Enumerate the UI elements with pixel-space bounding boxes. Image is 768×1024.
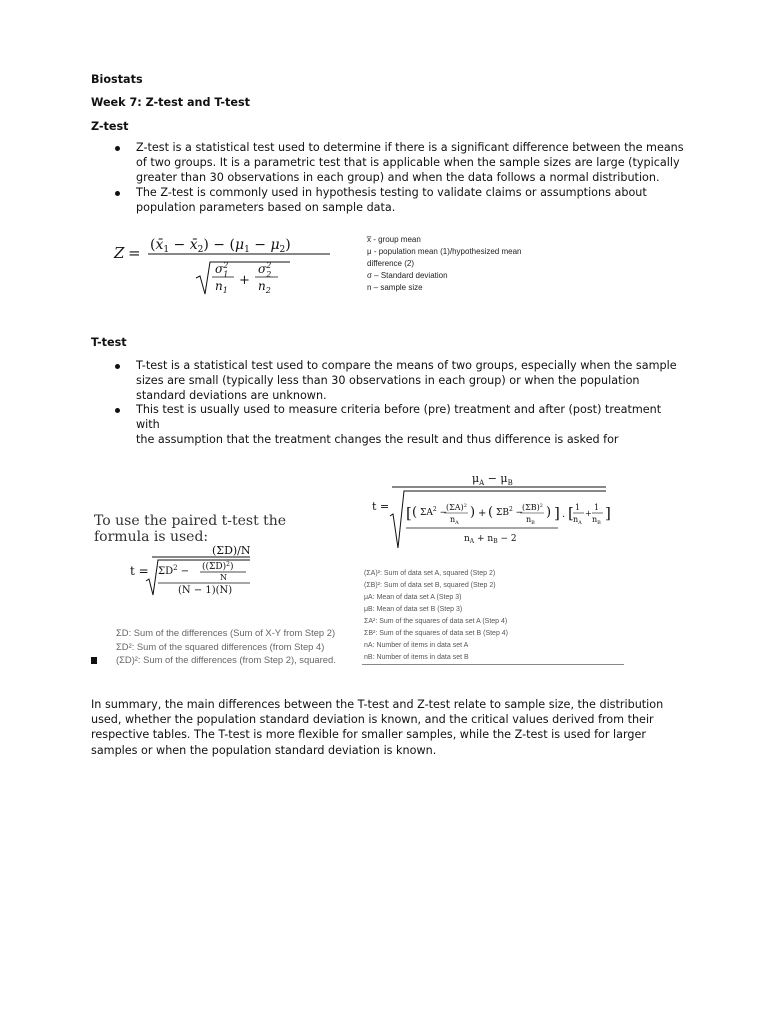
ztest-bullet-2	[136, 185, 647, 215]
legend-line: (ΣD)²: Sum of the differences (from Step 2), squared.	[116, 654, 336, 665]
svg-text:n2: $n_2$	[258, 279, 271, 295]
paired-heading-line: formula is used:	[94, 529, 209, 545]
unpaired-formula-equation	[362, 470, 624, 565]
svg-text:[: [	[568, 504, 574, 522]
svg-text:(ΣB)2: $(\Sigma B)^2$	[522, 503, 543, 512]
svg-text:((ΣD)2): $((\Sigma D)^2)$	[202, 561, 234, 572]
bullet-dot	[115, 146, 120, 151]
square-bullet-icon	[91, 657, 97, 664]
svg-text:+: +	[585, 509, 592, 518]
svg-text:nA: $n_A$	[450, 515, 459, 526]
svg-text:(ΣD)/N: (ΣD)/N	[212, 544, 251, 557]
legend-line: nB: Number of items in data set B	[364, 654, 469, 661]
svg-text:nA + nB − 2: $n_A + n_B - 2$	[464, 534, 517, 545]
legend-line: μ - population mean (1)/hypothesized mean	[367, 247, 522, 256]
svg-text:(N − 1)(N): (N − 1)(N)	[178, 585, 233, 596]
svg-text:ΣD2 −: $\Sigma D^2$ −	[158, 564, 190, 577]
svg-text:nB: $n_B$	[526, 515, 535, 526]
svg-text:(: (	[412, 505, 418, 520]
svg-text:[: [	[406, 504, 412, 522]
svg-text:nA: $n_A$	[573, 515, 582, 526]
ztest-bullet-1	[136, 140, 684, 186]
text-line: the assumption that the treatment changes the result and thus difference is asked for	[136, 433, 619, 447]
text-line: samples or when the population standard deviation is known.	[91, 743, 437, 757]
legend-line: (ΣA)²: Sum of data set A, squared (Step 2)	[364, 570, 496, 577]
legend-line: x̅ - group mean	[367, 235, 421, 244]
text-line: used, whether the population standard deviation is known, and the critical values derived from their	[91, 713, 654, 727]
svg-text:(ΣA)2: $(\Sigma A)^2$	[446, 503, 467, 512]
svg-text:·: ·	[562, 512, 566, 523]
svg-text:t =: t =	[130, 564, 149, 578]
figure-divider	[362, 664, 624, 665]
svg-text:1: 1	[594, 503, 600, 512]
unpaired-legend	[364, 568, 508, 664]
legend-line: ΣB²: Sum of the squares of data set B (Step 4)	[364, 630, 509, 637]
text-line: greater than 30 observations in each group) and when the data follows a normal distribution.	[136, 171, 660, 185]
legend-line: μA: Mean of data set A (Step 3)	[364, 594, 462, 601]
text-line: T-test is a statistical test used to compare the means of two groups, especially when the sample	[136, 359, 677, 372]
unpaired-ttest-figure	[362, 470, 624, 668]
svg-text:σ21: $\sigma^2$ 1	[215, 261, 229, 279]
text-line: population parameters based on sample data.	[136, 201, 396, 215]
legend-line: ΣA²: Sum of the squares of data set A (Step 4)	[364, 618, 508, 625]
paired-ttest-figure	[90, 508, 358, 668]
svg-text:Z: Z	[114, 244, 125, 262]
svg-text:ΣA2 −: $\Sigma A^2$ −	[420, 506, 448, 518]
ztest-heading: Z-test	[91, 120, 129, 133]
svg-text:+: +	[478, 508, 487, 519]
bullet-dot	[115, 408, 120, 413]
svg-text:1: 1	[575, 503, 581, 512]
svg-text:]: ]	[605, 504, 611, 522]
paired-formula-equation	[128, 543, 328, 638]
week-title: Week 7: Z-test and T-test	[91, 96, 250, 109]
legend-line: (ΣB)²: Sum of data set B, squared (Step 2)	[364, 582, 496, 589]
svg-text:(: (	[488, 505, 494, 520]
text-line: of two groups. It is a parametric test that is applicable when the sample sizes are large (typically	[136, 156, 680, 170]
paired-legend	[116, 626, 336, 667]
legend-line: nA: Number of items in data set A	[364, 642, 469, 649]
bullet-dot	[115, 191, 120, 196]
legend-line: ΣD: Sum of the differences (Sum of X-Y from Step 2)	[116, 627, 336, 638]
text-line: respective tables. The T-test is more flexible for smaller samples, while the Z-test is used for larger	[91, 728, 647, 742]
svg-text:nB: $n_B$	[592, 515, 601, 526]
legend-line: ΣD²: Sum of the squared differences (from Step 4)	[116, 640, 325, 652]
text-line: This test is usually used to measure criteria before (pre) treatment and after (post) treatment	[136, 403, 662, 416]
z-legend	[367, 234, 521, 294]
paired-heading-line: To use the paired t-test the	[94, 513, 287, 529]
svg-text:μA − μB: $\mu_A - \mu_B$	[472, 472, 513, 487]
ttest-bullet-2	[136, 402, 661, 448]
text-line: standard deviations are unknown.	[136, 389, 327, 403]
svg-text:σ22: $\sigma^2$ 2	[258, 261, 272, 279]
svg-text:]: ]	[554, 504, 560, 522]
z-formula-figure	[112, 226, 582, 300]
paired-heading	[94, 513, 286, 545]
legend-line: μB: Mean of data set B (Step 3)	[364, 606, 463, 613]
svg-text:ΣB2 −: $\Sigma B^2$ −	[496, 506, 524, 518]
svg-text:t =: t =	[372, 500, 390, 513]
legend-line: n – sample size	[367, 283, 423, 292]
svg-text:): )	[470, 505, 476, 520]
summary-paragraph	[91, 697, 663, 758]
text-line: Z-test is a statistical test used to determine if there is a significant difference between the means	[136, 141, 684, 154]
svg-text:=: =	[128, 244, 141, 262]
text-line: The Z-test is commonly used in hypothesis testing to validate claims or assumptions about	[136, 186, 647, 199]
ttest-bullet-1	[136, 358, 677, 404]
bullet-dot	[115, 364, 120, 369]
ttest-heading: T-test	[91, 336, 127, 349]
text-line: sizes are small (typically less than 30 observations in each group) or when the population	[136, 374, 640, 388]
course-title: Biostats	[91, 73, 143, 86]
z-formula-equation	[112, 226, 352, 300]
svg-text:): )	[546, 505, 552, 520]
svg-text:+: +	[239, 273, 250, 288]
svg-text:N: N	[220, 573, 227, 582]
legend-line: σ – Standard deviation	[367, 271, 448, 280]
svg-text:n1: $n_1$	[215, 279, 228, 295]
svg-text:(x̄1 − x̄2) − (μ1 − μ2): ($x̄_1$ − $x̄_2) - (\mu_1 - \mu_2)$	[150, 237, 291, 255]
text-line: In summary, the main differences between the T-test and Z-test relate to sample size, the distribution	[91, 698, 664, 711]
legend-line: difference (2)	[367, 259, 414, 268]
text-line: with	[136, 418, 160, 432]
